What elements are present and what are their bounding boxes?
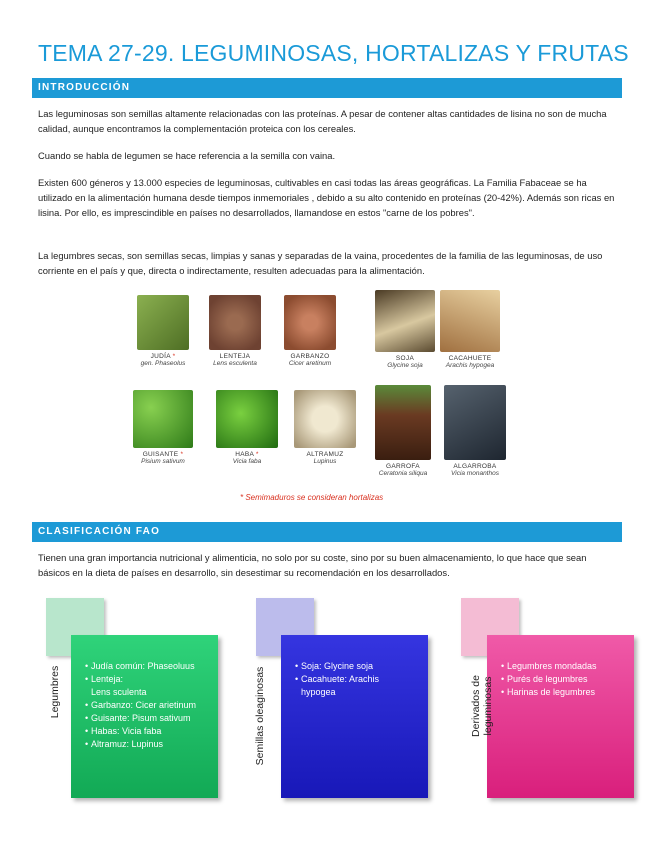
derivados-leguminosas-list-box — [487, 635, 634, 798]
derivados-leguminosas-label: Derivados de leguminosas — [470, 675, 494, 737]
gallery-item-garbanzo: GARBANZO Cicer aretinum — [270, 295, 350, 367]
list-item: • Judía común: Phaseoluus — [85, 660, 218, 673]
guisante-image — [133, 390, 193, 448]
paragraph-proteinas: Las leguminosas son semillas altamente relacionadas con las proteínas. A pesar de contener altas cantidades de lisina no son de mucha calidad, aunque encontramos la complementación proteica con los cereales. — [38, 108, 607, 134]
list-item: • Soja: Glycine soja — [295, 660, 428, 673]
page-title: TEMA 27-29. LEGUMINOSAS, HORTALIZAS Y FRUTAS — [38, 40, 629, 66]
list-item: • Legumbres mondadas — [501, 660, 634, 673]
gallery-item-guisante: GUISANTE * Pisium sativum — [123, 390, 203, 465]
gallery-item-garrofa: GARROFA Ceratonia siliqua — [363, 385, 443, 477]
legume-gallery — [135, 290, 535, 510]
gallery-item-judia: JUDÍA * gen. Phaseolus — [123, 295, 203, 367]
soja-image — [375, 290, 435, 352]
gallery-item-haba: HABA * Vicia faba — [207, 390, 287, 465]
gallery-item-altramuz: ALTRAMUZ Lupinus — [285, 390, 365, 465]
judia-image — [137, 295, 189, 350]
garrofa-image — [375, 385, 431, 460]
gallery-item-lenteja: LENTEJA Lens esculenta — [195, 295, 275, 367]
algarroba-image — [444, 385, 506, 460]
haba-image — [216, 390, 278, 448]
paragraph-especies: Existen 600 géneros y 13.000 especies de leguminosas, cultivables en casi todas las áreas geográficas. La Familia Fabaceae se ha utilizado en la alimentación humana desde tiempos inmemoriales , debido a su alto contenido en proteínas (20-42%). Además son ricas en lisina. Por ello, es imprescindible en países no desarrollados, llamandose en estos "carne de los pobres". — [38, 177, 615, 218]
paragraph-legumen: Cuando se habla de legumen se hace referencia a la semilla con vaina. — [38, 150, 336, 161]
list-item: • Lenteja: Lens sculenta — [85, 673, 218, 699]
list-item: • Cacahuete: Arachis hypogea — [295, 673, 428, 699]
semillas-oleaginosas-label: Semillas oleaginosas — [254, 666, 266, 766]
semillas-oleaginosas-list-box — [281, 635, 428, 798]
list-item: • Purés de legumbres — [501, 673, 634, 686]
cacahuete-image — [440, 290, 500, 352]
gallery-item-soja: SOJA Glycine soja — [365, 290, 445, 369]
legumbres-label: Legumbres — [49, 665, 61, 719]
legumbres-list-box — [71, 635, 218, 798]
garbanzo-image — [284, 295, 336, 350]
list-item: • Guisante: Pisum sativum — [85, 712, 218, 725]
list-item: • Garbanzo: Cicer arietinum — [85, 699, 218, 712]
list-item: • Altramuz: Lupinus — [85, 738, 218, 751]
lenteja-image — [209, 295, 261, 350]
section-header-introduccion: INTRODUCCIÓN — [32, 78, 622, 98]
paragraph-legumbres-secas: La legumbres secas, son semillas secas, limpias y sanas y separadas de la vaina, procedentes de la familia de las leguminosas, de uso corriente en el país y que, directa o indirectamente, resulten adecuadas para la alimentación. — [38, 250, 603, 276]
section-header-clasificacion-fao: CLASIFICACIÓN FAO — [32, 522, 622, 542]
altramuz-image — [294, 390, 356, 448]
list-item: • Habas: Vicia faba — [85, 725, 218, 738]
gallery-item-algarroba: ALGARROBA Vicia monanthos — [435, 385, 515, 477]
paragraph-importancia: Tienen una gran importancia nutricional y alimenticia, no solo por su coste, sino por su buen almacenamiento, lo que hace que sean básicos en la dieta de países en desarrollo, sin desestimar su recomendación en los desarrollados. — [38, 552, 587, 578]
gallery-note: * Semimaduros se consideran hortalizas — [240, 493, 384, 502]
gallery-item-cacahuete: CACAHUETE Arachis hypogea — [430, 290, 510, 369]
list-item: • Harinas de legumbres — [501, 686, 634, 699]
